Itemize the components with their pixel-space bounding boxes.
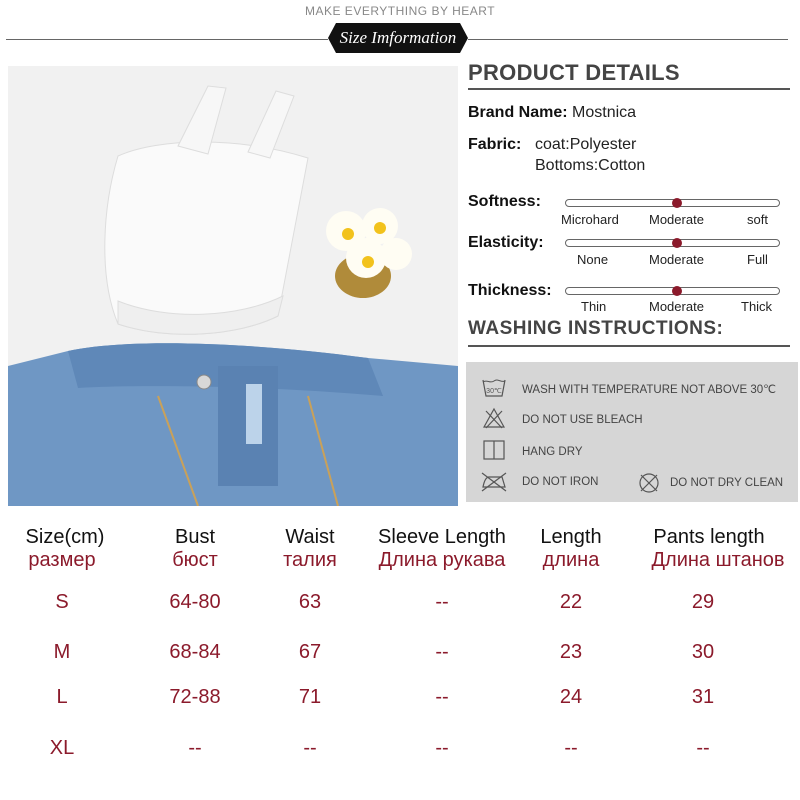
- header-sleeve-ru: Длина рукава: [378, 549, 506, 571]
- table-cell: --: [435, 686, 449, 708]
- softness-tick-high: soft: [747, 212, 768, 227]
- washing-instructions-panel: [466, 362, 798, 502]
- header-size-en: Size(cm): [25, 526, 105, 548]
- table-cell: 68-84: [169, 641, 221, 663]
- svg-text:30℃: 30℃: [486, 388, 502, 395]
- badge-label: Size Imformation: [339, 28, 457, 47]
- header-divider-left: [6, 39, 328, 40]
- table-cell: --: [303, 737, 317, 759]
- softness-tick-low: Microhard: [561, 212, 619, 227]
- table-cell: 31: [691, 686, 715, 708]
- header-size-ru: размер: [28, 549, 96, 571]
- brand-value: Mostnica: [572, 104, 637, 121]
- table-cell: 67: [298, 641, 322, 663]
- no-iron-icon: [480, 470, 508, 492]
- brand-row: [468, 104, 636, 122]
- softness-tick-mid: Moderate: [649, 212, 704, 227]
- product-details-title: PRODUCT DETAILS: [468, 60, 680, 85]
- size-label: M: [53, 641, 71, 663]
- table-cell: 29: [691, 591, 715, 613]
- table-cell: --: [564, 737, 578, 759]
- header-length-en: Length: [540, 526, 602, 548]
- table-cell: 30: [691, 641, 715, 663]
- size-label: XL: [49, 737, 75, 759]
- fabric-line-1: coat:Polyester: [535, 136, 637, 153]
- size-label: S: [55, 591, 69, 613]
- softness-marker: [672, 198, 682, 208]
- header-pants-ru: Длина штанов: [651, 549, 785, 571]
- washing-instructions-title: WASHING INSTRUCTIONS:: [468, 318, 724, 339]
- thickness-tick-mid: Moderate: [649, 299, 704, 314]
- thickness-tick-low: Thin: [581, 299, 607, 314]
- table-cell: 64-80: [169, 591, 221, 613]
- header-bust-ru: бюст: [172, 549, 218, 571]
- fabric-row: [468, 136, 521, 154]
- table-cell: --: [188, 737, 202, 759]
- brand-label: Brand Name:: [468, 104, 568, 121]
- fabric-label: Fabric:: [468, 136, 522, 153]
- wash-30-icon: [481, 376, 507, 398]
- header-divider-right: [468, 39, 788, 40]
- size-label: L: [56, 686, 68, 708]
- size-information-badge: [328, 23, 468, 53]
- tagline: MAKE EVERYTHING BY HEART: [304, 4, 496, 18]
- softness-label: Softness:: [468, 193, 541, 210]
- no-dry-clean-icon: [638, 472, 660, 494]
- divider: [468, 345, 790, 347]
- hang-dry-text: HANG DRY: [522, 446, 583, 458]
- table-cell: 22: [559, 591, 583, 613]
- no-iron-text: DO NOT IRON: [522, 476, 599, 488]
- header-length-ru: длина: [542, 549, 600, 571]
- table-cell: 63: [298, 591, 322, 613]
- table-cell: 24: [559, 686, 583, 708]
- no-bleach-icon: [483, 407, 505, 429]
- header-waist-en: Waist: [285, 526, 335, 548]
- table-cell: 23: [559, 641, 583, 663]
- table-cell: --: [435, 641, 449, 663]
- no-dry-clean-text: DO NOT DRY CLEAN: [670, 477, 784, 489]
- elasticity-label: Elasticity:: [468, 234, 544, 251]
- header-waist-ru: талия: [283, 549, 337, 571]
- header-pants-en: Pants length: [653, 526, 765, 548]
- table-cell: --: [435, 737, 449, 759]
- divider: [468, 88, 790, 90]
- fabric-line-2: Bottoms:Cotton: [535, 157, 646, 174]
- header-sleeve-en: Sleeve Length: [378, 526, 506, 548]
- thickness-label: Thickness:: [468, 282, 552, 299]
- wash-temperature-text: WASH WITH TEMPERATURE NOT ABOVE 30℃: [522, 384, 777, 396]
- table-cell: --: [696, 737, 710, 759]
- table-cell: --: [435, 591, 449, 613]
- table-cell: 71: [298, 686, 322, 708]
- elasticity-tick-low: None: [577, 252, 609, 267]
- elasticity-tick-mid: Moderate: [649, 252, 704, 267]
- table-cell: 72-88: [169, 686, 221, 708]
- elasticity-tick-high: Full: [747, 252, 768, 267]
- header-bust-en: Bust: [174, 526, 216, 548]
- product-photo: [8, 66, 458, 506]
- thickness-tick-high: Thick: [741, 299, 773, 314]
- no-bleach-text: DO NOT USE BLEACH: [522, 414, 643, 426]
- hang-dry-icon: [483, 440, 505, 460]
- elasticity-marker: [672, 238, 682, 248]
- thickness-marker: [672, 286, 682, 296]
